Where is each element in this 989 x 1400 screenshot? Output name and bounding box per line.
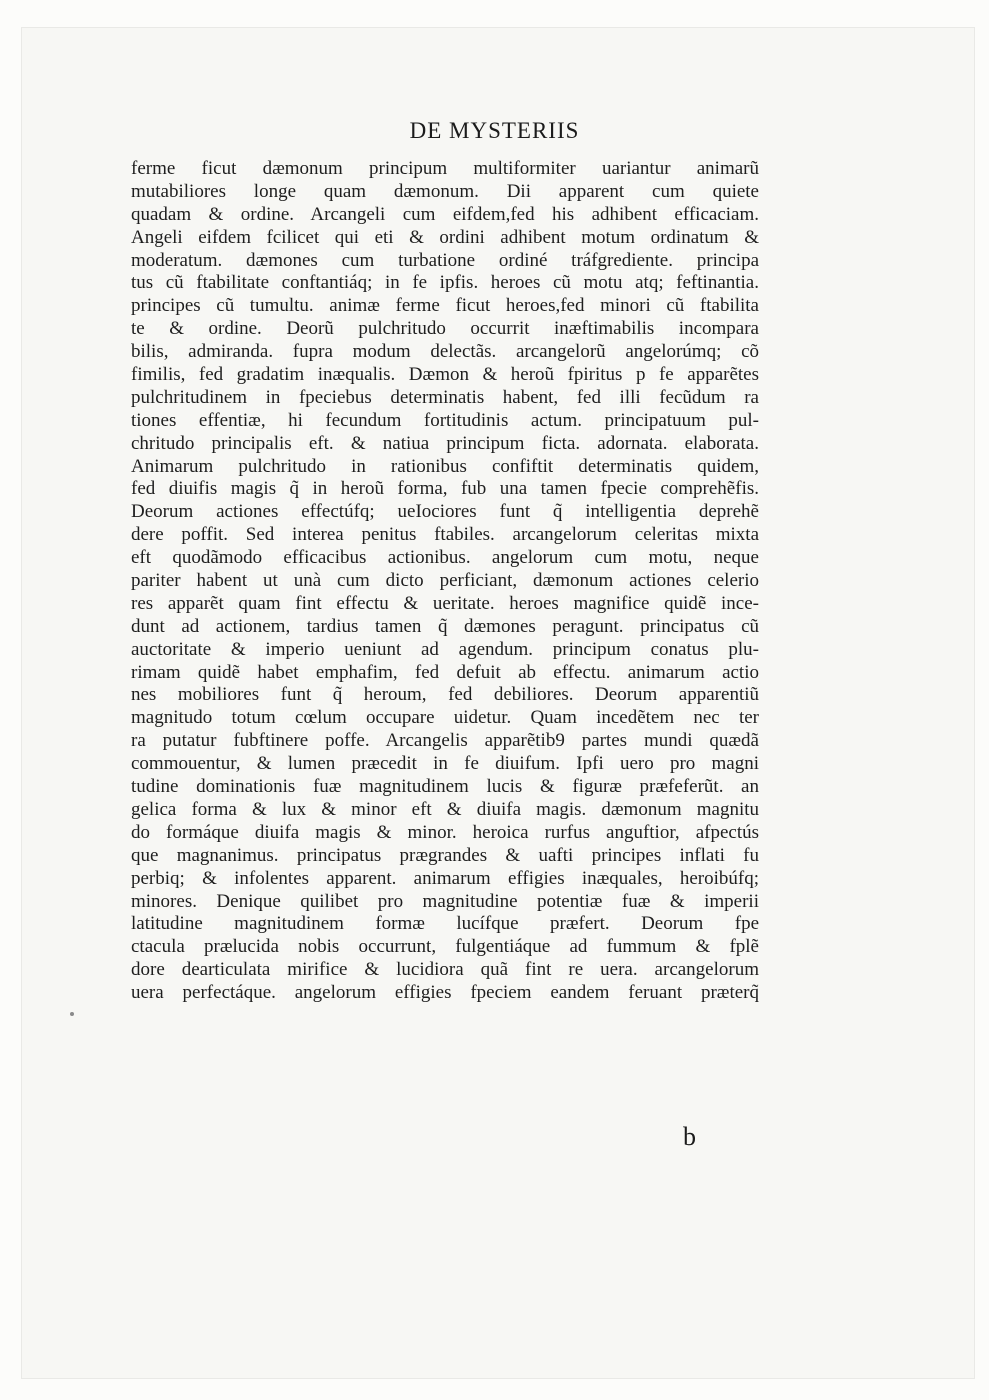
running-title: DE MYSTERIIS: [409, 118, 580, 143]
text-line: eft quodãmodo efficacibus actionibus. angelorum cum motu, neque: [131, 547, 759, 569]
text-line: latitudine magnitudinem formæ lucífque præfert. Deorum fpe: [131, 913, 759, 935]
text-line: ctacula prælucida nobis occurrunt, fulgentiáque ad fummum & fplẽ: [131, 936, 759, 958]
text-line: ra putatur fubftinere poffe. Arcangelis apparẽtib9 partes mundi quædã: [131, 730, 759, 752]
text-line: rimam quidẽ habet emphafim, fed defuit ab effectu. animarum actio: [131, 661, 759, 683]
text-line: dore dearticulata mirifice & lucidiora quã fint re uera. arcangelorum: [131, 959, 759, 981]
text-line: fed diuifis magis q̃ in heroũ forma, fub una tamen fpecie comprehẽfis.: [131, 478, 759, 500]
text-line: principes cũ tumultu. animæ ferme ficut heroes,fed minori cũ ftabilita: [131, 295, 759, 317]
text-line: ferme ficut dæmonum principum multiformiter uariantur animarũ: [131, 158, 759, 179]
text-line: uera perfectáque. angelorum effigies fpeciem eandem feruant præterq̃: [131, 982, 759, 1004]
text-line: tus cũ ftabilitate conftantiáq; in fe ipfis. heroes cũ motu atq; feftinantia.: [131, 272, 759, 294]
text-line: nes mobiliores funt q̃ heroum, fed debiliores. Deorum apparentiũ: [131, 684, 759, 706]
text-line: Deorum actiones effectúfq; ueIociores funt q̃ intelligentia deprehẽ: [131, 501, 759, 523]
page-speck: [70, 1012, 74, 1016]
text-line: dunt ad actionem, tardius tamen q̃ dæmones peragunt. principatus cũ: [131, 615, 759, 637]
text-line: commouentur, & lumen præcedit in fe diuifum. Ipfi uero pro magni: [131, 753, 759, 775]
body-text: [131, 158, 759, 1005]
text-line: bilis, admiranda. fupra modum delectãs. arcangelorũ angelorúmq; cõ: [131, 341, 759, 363]
text-line: Angeli eifdem fcilicet qui eti & ordini adhibent motum ordinatum &: [131, 226, 759, 248]
text-line: do formáque diuifa magis & minor. heroica rurfus anguftior, afpectús: [131, 821, 759, 843]
text-line: fimilis, fed gradatim inæqualis. Dæmon & heroũ fpiritus p fe apparẽtes: [131, 364, 759, 386]
text-line: pariter habent ut unà cum dicto perficiant, dæmonum actiones celerio: [131, 570, 759, 592]
text-line: dere poffit. Sed interea penitus ftabiles. arcangelorum celeritas mixta: [131, 524, 759, 546]
text-line: moderatum. dæmones cum turbatione ordiné tráfgrediente. principa: [131, 249, 759, 271]
text-line: gelica forma & lux & minor eft & diuifa magis. dæmonum magnitu: [131, 798, 759, 820]
text-line: que magnanimus. principatus prægrandes & uafti principes inflati fu: [131, 844, 759, 866]
text-line: perbiq; & infolentes apparent. animarum effigies inæquales, heroibúfq;: [131, 867, 759, 889]
text-line: chritudo principalis eft. & natiua principum ficta. adornata. elaborata.: [131, 432, 759, 454]
text-line: res apparẽt quam fint effectu & ueritate. heroes magnifice quidẽ ince-: [131, 592, 759, 614]
text-line: mutabiliores longe quam dæmonum. Dii apparent cum quiete: [131, 180, 759, 202]
text-line: minores. Denique quilibet pro magnitudine potentiæ fuæ & imperii: [131, 890, 759, 912]
signature-mark: b: [683, 1122, 696, 1151]
text-line: te & ordine. Deorũ pulchritudo occurrit inæftimabilis incompara: [131, 318, 759, 340]
text-line: quadam & ordine. Arcangeli cum eifdem,fed his adhibent efficaciam.: [131, 203, 759, 225]
text-line: tudine dominationis fuæ magnitudinem lucis & figuræ præfeferũt. an: [131, 776, 759, 798]
text-line: magnitudo totum cœlum occupare uidetur. Quam incedẽtem nec ter: [131, 707, 759, 729]
text-line: pulchritudinem in fpeciebus determinatis habent, fed illi fecũdum ra: [131, 386, 759, 408]
text-line: tiones effentiæ, hi fecundum fortitudinis actum. principatuum pul-: [131, 409, 759, 431]
text-line: Animarum pulchritudo in rationibus confiftit determinatis quidem,: [131, 455, 759, 477]
text-line: auctoritate & imperio ueniunt ad agendum. principum conatus plu-: [131, 638, 759, 660]
